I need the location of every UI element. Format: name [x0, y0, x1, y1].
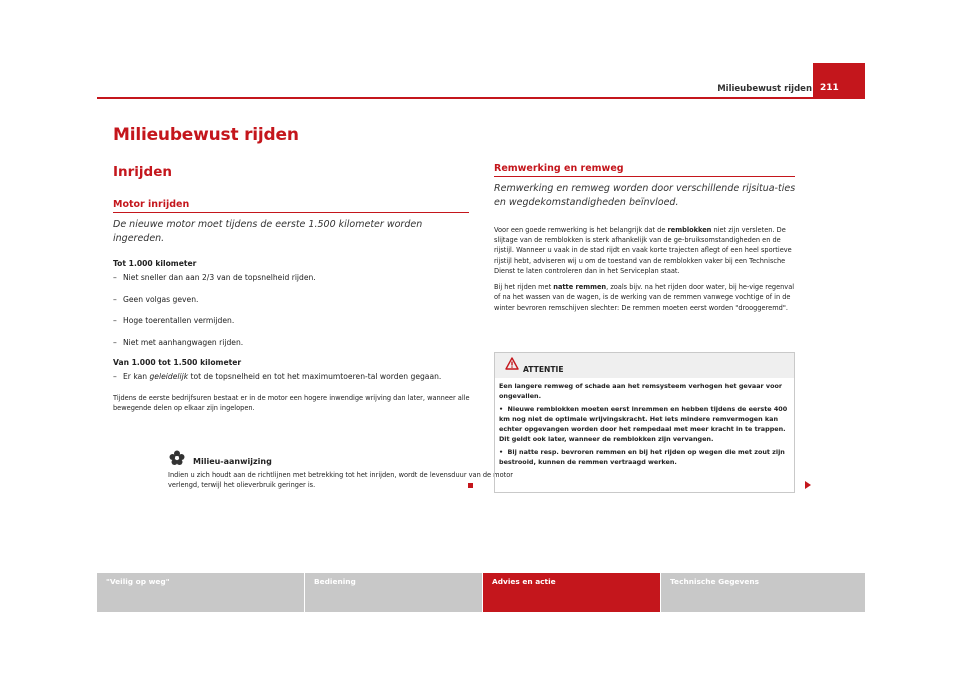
footer-tab-bediening[interactable]: Bediening: [304, 573, 482, 612]
end-of-section-marker: [468, 483, 473, 488]
eco-title: Milieu-aanwijzing: [193, 457, 272, 466]
running-header-title: Milieubewust rijden: [717, 84, 812, 94]
footer-tab-veilig-op-weg[interactable]: "Veilig op weg": [106, 577, 170, 586]
list-item: – Geen volgas geven.: [113, 294, 199, 304]
warning-bullet: • Bij natte resp. bevroren remmen en bij het rijden op wegen die met zout zijn bestrooid, kunnen de remmen vertraagd werken.: [499, 447, 785, 466]
running-in-note: Tijdens de eerste bedrijfsuren bestaat er in de motor een hogere inwendige wrijving dan later, wanneer alle bewegende delen op elkaar zijn ingelopen.: [113, 393, 470, 412]
warning-label: ATTENTIE: [523, 365, 564, 374]
brake-pads-paragraph: Voor een goede remwerking is het belangrijk dat de remblokken niet zijn versleten. De slijtage van de remblokken is sterk afhankelijk van de ge-bruiksomstandigheden en de rijstijl. Wanneer u vaak in de stad rijdt en vaak korte trajecten aflegt of een heel sportieve rijstijl hebt, adviseren wij u om de toestand van de remblokken vaker bij een Technische Dienst te laten controleren dan in het Serviceplan staat.: [494, 226, 792, 275]
warning-triangle-icon: [505, 355, 519, 374]
warning-header: [495, 353, 794, 378]
footer-tab-technische-gegevens[interactable]: Technische Gegevens: [660, 573, 865, 612]
group1-title: Tot 1.000 kilometer: [113, 259, 197, 268]
list-item: – Niet met aanhangwagen rijden.: [113, 337, 244, 347]
footer-tab-advies-en-actie[interactable]: Advies en actie: [482, 573, 660, 612]
wet-brakes-paragraph: Bij het rijden met natte remmen, zoals bijv. na het rijden door water, bij he-vige regenval of na het wassen van de wagen, is de werking van de remmen vanwege vochtige of in de winter bevroren remschijven slechter: De remmen moeten eerst worden "drooggeremd".: [494, 283, 795, 312]
page-title: Milieubewust rijden: [113, 125, 299, 145]
list-item: – Niet sneller dan aan 2/3 van de topsnelheid rijden.: [113, 273, 316, 283]
section-rule-right: [494, 176, 795, 177]
warning-bullet: • Nieuwe remblokken moeten eerst inremmen en hebben tijdens de eerste 400 km nog niet de optimale wrijvingskracht. Het iets mindere remvermogen kan echter opgevangen worden door het rempedaal met meer kracht in te trappen. Dit geldt ook later, wanneer de remblokken zijn vervangen.: [499, 404, 788, 443]
section-title-motor-inrijden: Motor inrijden: [113, 199, 190, 210]
right-column-body: [494, 225, 799, 313]
warning-box: [494, 352, 795, 493]
section-rule-left: [113, 212, 469, 213]
list-item: – Hoge toerentallen vermijden.: [113, 316, 235, 326]
group2-title: Van 1.000 tot 1.500 kilometer: [113, 357, 242, 367]
right-lead-text: Remwerking en remweg worden door verschillende rijsitua-ties en wegdekomstandigheden beïnvloed.: [494, 183, 796, 208]
warning-body: [499, 382, 789, 468]
left-column-body: [113, 258, 473, 413]
eco-text: Indien u zich houdt aan de richtlijnen met betrekking tot het inrijden, wordt de levensduur van de motor verlengd, terwijl het olieverbruik geringer is.: [168, 471, 513, 490]
continued-arrow-icon: [805, 481, 811, 489]
warning-intro: Een langere remweg of schade aan het remsysteem verhogen het gevaar voor ongevallen.: [499, 382, 783, 400]
page-number: 211: [813, 63, 865, 98]
flower-icon: [168, 449, 186, 471]
chapter-subtitle: Inrijden: [113, 164, 172, 180]
section-title-remwerking: Remwerking en remweg: [494, 163, 624, 174]
list-item: – Er kan geleidelijk tot de topsnelheid en tot het maximumtoeren-tal worden gegaan.: [113, 372, 442, 382]
left-lead-text: De nieuwe motor moet tijdens de eerste 1.500 kilometer worden ingereden.: [113, 219, 423, 244]
header-rule: [97, 97, 865, 99]
